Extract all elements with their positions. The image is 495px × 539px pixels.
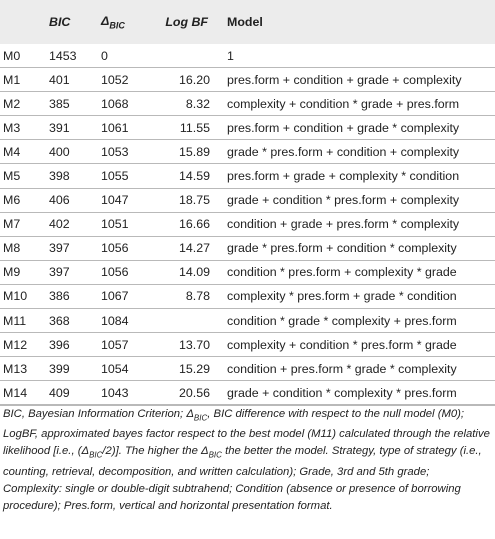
cell-model-id: M11 (0, 309, 46, 333)
cell-model-id: M4 (0, 140, 46, 164)
cell-logbf: 11.55 (149, 116, 224, 140)
cell-delta-bic: 1052 (98, 68, 149, 92)
cell-model-id: M5 (0, 164, 46, 188)
cell-model-formula: grade * pres.form + condition * complexity (224, 236, 495, 260)
cell-delta-bic: 1056 (98, 236, 149, 260)
cell-model-formula: grade + condition * pres.form + complexity (224, 188, 495, 212)
cell-delta-bic: 1043 (98, 381, 149, 406)
cell-bic: 397 (46, 236, 98, 260)
table-row (0, 333, 495, 357)
cell-model-id: M8 (0, 236, 46, 260)
cell-delta-bic: 1054 (98, 357, 149, 381)
table-row (0, 236, 495, 260)
cell-bic: 401 (46, 68, 98, 92)
header-model-id (0, 0, 46, 44)
cell-model-formula: pres.form + condition + grade * complexity (224, 116, 495, 140)
cell-model-formula: condition * pres.form + complexity * grade (224, 260, 495, 284)
cell-logbf (149, 309, 224, 333)
cell-model-id: M7 (0, 212, 46, 236)
cell-delta-bic: 0 (98, 44, 149, 68)
cell-logbf: 14.27 (149, 236, 224, 260)
cell-model-id: M1 (0, 68, 46, 92)
cell-delta-bic: 1055 (98, 164, 149, 188)
cell-delta-bic: 1057 (98, 333, 149, 357)
table-row (0, 212, 495, 236)
cell-logbf: 14.59 (149, 164, 224, 188)
footnote-part-3: /2)]. The higher the Δ (102, 445, 209, 458)
cell-model-id: M6 (0, 188, 46, 212)
cell-bic: 386 (46, 284, 98, 308)
table-row (0, 68, 495, 92)
table-row (0, 140, 495, 164)
header-model: Model (224, 0, 495, 44)
cell-delta-bic: 1067 (98, 284, 149, 308)
cell-logbf: 15.89 (149, 140, 224, 164)
footnote-sub-2: BIC (89, 450, 103, 460)
footnote-part-4: the better the model. Strategy, type of strategy (i.e., counting, retrieval, decomposition, and written calculation); Grade, 3rd and 5th grade; Complexity: single or double-digit subtrahend; Condition (absence or presence of borrowing procedure); Pres.form, vertical and horizontal presentation format. (3, 445, 482, 512)
cell-logbf: 16.66 (149, 212, 224, 236)
cell-model-formula: 1 (224, 44, 495, 68)
cell-model-formula: condition + pres.form * grade * complexity (224, 357, 495, 381)
cell-logbf: 8.32 (149, 92, 224, 116)
header-delta-sub: BIC (109, 20, 125, 31)
cell-model-formula: complexity + condition * grade + pres.form (224, 92, 495, 116)
cell-model-id: M13 (0, 357, 46, 381)
cell-delta-bic: 1084 (98, 309, 149, 333)
cell-bic: 400 (46, 140, 98, 164)
cell-delta-bic: 1051 (98, 212, 149, 236)
cell-model-id: M0 (0, 44, 46, 68)
table-row (0, 381, 495, 406)
cell-bic: 368 (46, 309, 98, 333)
cell-logbf: 20.56 (149, 381, 224, 406)
cell-logbf: 16.20 (149, 68, 224, 92)
cell-bic: 398 (46, 164, 98, 188)
cell-model-id: M2 (0, 92, 46, 116)
footnote-part-2: , BIC difference with respect to the null model (M0); LogBF, approximated bayes factor respect to the best model (M11) calculated through the relative likelihood [i.e., (Δ (3, 408, 490, 458)
cell-logbf (149, 44, 224, 68)
cell-model-formula: condition + grade + pres.form * complexity (224, 212, 495, 236)
cell-bic: 406 (46, 188, 98, 212)
cell-bic: 397 (46, 260, 98, 284)
cell-delta-bic: 1056 (98, 260, 149, 284)
cell-logbf: 13.70 (149, 333, 224, 357)
cell-logbf: 14.09 (149, 260, 224, 284)
cell-model-id: M12 (0, 333, 46, 357)
table-row (0, 92, 495, 116)
cell-delta-bic: 1061 (98, 116, 149, 140)
cell-model-formula: grade * pres.form + condition + complexity (224, 140, 495, 164)
table-row (0, 260, 495, 284)
header-delta-bic (98, 0, 149, 44)
table-row (0, 284, 495, 308)
cell-delta-bic: 1047 (98, 188, 149, 212)
cell-logbf: 15.29 (149, 357, 224, 381)
cell-model-formula: complexity + condition * pres.form * grade (224, 333, 495, 357)
header-delta-symbol: Δ (101, 13, 110, 28)
table-row (0, 309, 495, 333)
table-row (0, 357, 495, 381)
cell-model-formula: pres.form + grade + complexity * condition (224, 164, 495, 188)
table-row (0, 44, 495, 68)
table-row (0, 164, 495, 188)
footnote-part-1: BIC, Bayesian Information Criterion; Δ (3, 408, 194, 420)
cell-delta-bic: 1068 (98, 92, 149, 116)
cell-bic: 409 (46, 381, 98, 406)
cell-model-id: M14 (0, 381, 46, 406)
cell-bic: 399 (46, 357, 98, 381)
cell-logbf: 8.78 (149, 284, 224, 308)
footnote-sub-1: BIC (193, 413, 208, 423)
cell-delta-bic: 1053 (98, 140, 149, 164)
table-row (0, 116, 495, 140)
cell-bic: 385 (46, 92, 98, 116)
cell-model-id: M9 (0, 260, 46, 284)
cell-model-id: M10 (0, 284, 46, 308)
table-body (0, 44, 495, 405)
cell-model-formula: condition * grade * complexity + pres.form (224, 309, 495, 333)
cell-logbf: 18.75 (149, 188, 224, 212)
cell-bic: 396 (46, 333, 98, 357)
header-bic: BIC (46, 0, 98, 44)
table-row (0, 188, 495, 212)
header-logbf: Log BF (149, 0, 224, 44)
cell-bic: 402 (46, 212, 98, 236)
cell-model-formula: pres.form + condition + grade + complexity (224, 68, 495, 92)
cell-model-formula: grade + condition * complexity * pres.form (224, 381, 495, 406)
header-row (0, 0, 495, 44)
cell-model-formula: complexity * pres.form + grade * condition (224, 284, 495, 308)
cell-bic: 391 (46, 116, 98, 140)
footnote-sub-3: BIC (208, 450, 222, 460)
cell-model-id: M3 (0, 116, 46, 140)
table-footnote (3, 406, 491, 515)
cell-bic: 1453 (46, 44, 98, 68)
